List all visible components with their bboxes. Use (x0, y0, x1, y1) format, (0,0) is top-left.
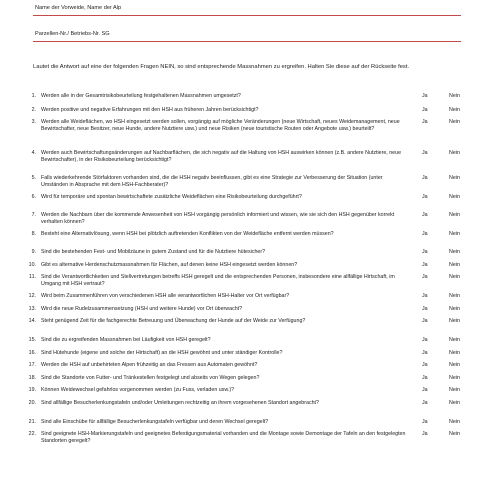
answer-no-option[interactable]: Nein (449, 349, 460, 356)
question-number: 1. (31, 93, 36, 99)
question-number: 10. (28, 261, 36, 268)
question-number: 4. (31, 150, 36, 156)
question-number: 19. (28, 387, 36, 393)
answer-no-option[interactable]: Nein (449, 119, 460, 125)
answer-yes-option[interactable]: Ja (422, 194, 428, 200)
answer-yes-option[interactable]: Ja (422, 212, 428, 218)
question-number: 2. (31, 106, 36, 113)
answer-no-option[interactable]: Nein (449, 106, 460, 113)
answer-yes-option[interactable]: Ja (422, 387, 428, 393)
question-text: Falls wiederkehrende Störfaktoren vorhanden sind, die die HSH negativ beeinflussen, gibt es eine Strategie zur Verbesserung der Situation (unter Umständen in Absprache mit dem HSH-Fachberater)? (41, 175, 383, 189)
answer-no-option[interactable]: Nein (449, 93, 460, 99)
answer-yes-option[interactable]: Ja (422, 374, 428, 381)
answer-yes-option[interactable]: Ja (422, 249, 428, 255)
question-number: 11. (29, 274, 36, 280)
question-list (22, 93, 478, 450)
question-text: Wird die neue Rudelzusammensetzung (HSH und weitere Hunde) vor Ort überwacht? (41, 305, 243, 312)
question-row (22, 350, 478, 363)
question-text: Werden auch Bewirtschaftungsänderungen auf Nachbarflächen, die sich negativ auf die Haltung von HSH auswirken können (z.B. andere Nutztiere, neue Bewirtschafter), in der Risikobeurteilung berücksichtigt? (41, 150, 402, 164)
field-alp-name-label: Name der Vorweide, Name der Alp (35, 5, 122, 11)
question-text: Sind geeignete HSH-Markierungstafeln und geeignetes Befestigungsmaterial vorhanden und die Montage sowie Demontage der Tafeln an den festgelegten Standorten geregelt? (41, 431, 406, 445)
answer-no-option[interactable]: Nein (449, 431, 460, 437)
answer-no-option[interactable]: Nein (449, 230, 460, 237)
question-text: Sind alle Einschübe für allfällige Besucherlenkungstafeln verfügbar und deren Wechsel geregelt? (41, 418, 269, 425)
answer-yes-option[interactable]: Ja (422, 399, 428, 406)
field-parcel-number-label: Parzellen-Nr./ Betriebs-Nr. SG (35, 31, 110, 37)
question-text: Werden alle Weideflächen, wo HSH eingesetzt werden sollen, vorgängig auf mögliche Veränderungen (neue Wirtschaft, neues Weidemanagement, neue Bewirtschafter, neue Besitzer, neue Hunde, andere Nutztiere usw.) und neue Risiken (neue touristische Routen oder Angebote usw.) beurteilt? (41, 119, 400, 133)
field-parcel-number[interactable] (33, 27, 461, 42)
question-row (22, 194, 478, 212)
answer-yes-option[interactable]: Ja (422, 305, 428, 312)
answer-yes-option[interactable]: Ja (422, 349, 428, 356)
question-text: Werden die Nachbarn über die kommende Anwesenheit von HSH vorgängig persönlich informiert und wissen, wie sie sich den HSH gegenüber korrekt verhalten können? (41, 212, 395, 226)
answer-yes-option[interactable]: Ja (422, 150, 428, 156)
question-number: 7. (31, 212, 36, 218)
answer-no-option[interactable]: Nein (449, 387, 460, 393)
question-row (22, 387, 478, 400)
question-number: 21. (28, 418, 36, 425)
answer-yes-option[interactable]: Ja (422, 230, 428, 237)
question-text: Wird für temporäre und spontan bewirtschaftete zusätzliche Weideflächen eine Risikobeurteilung durchgeführt? (41, 194, 302, 200)
answer-yes-option[interactable]: Ja (422, 431, 428, 437)
question-text: Werden alle in der Gesamtrisikobeurteilung festgehaltenen Massnahmen umgesetzt? (41, 93, 241, 99)
question-row (22, 375, 478, 388)
question-number: 22. (28, 431, 36, 437)
question-text: Sind die Standorte von Futter- und Tränkestellen festgelegt und abseits von Wegen gelegen? (41, 374, 260, 381)
question-number: 13. (28, 305, 36, 312)
question-number: 9. (31, 249, 36, 255)
question-row (22, 274, 478, 293)
question-number: 18. (28, 374, 36, 381)
question-row (22, 431, 478, 450)
question-row (22, 362, 478, 375)
question-row (22, 318, 478, 337)
question-row (22, 306, 478, 319)
question-text: Sind die bestehenden Fest- und Mobilzäune in gutem Zustand und für die Nutztiere hütesicher? (41, 249, 266, 255)
question-text: Sind die zu ergreifenden Massnahmen bei Läufigkeit von HSH geregelt? (41, 337, 211, 343)
question-row (22, 175, 478, 194)
question-row (22, 293, 478, 306)
answer-no-option[interactable]: Nein (449, 293, 460, 299)
question-row (22, 249, 478, 262)
answer-no-option[interactable]: Nein (449, 399, 460, 406)
question-row (22, 231, 478, 250)
question-row (22, 212, 478, 231)
question-row (22, 262, 478, 275)
answer-no-option[interactable]: Nein (449, 261, 460, 268)
answer-yes-option[interactable]: Ja (422, 318, 428, 324)
question-row (22, 119, 478, 150)
question-number: 12. (28, 293, 36, 299)
question-row (22, 150, 478, 175)
question-text: Steht genügend Zeit für die fachgerechte Betreuung und Überwachung der Hunde auf der Weide zur Verfügung? (41, 318, 306, 324)
answer-yes-option[interactable]: Ja (422, 362, 428, 368)
question-row (22, 400, 478, 419)
question-row (22, 107, 478, 120)
question-text: Werden die HSH auf unbehirteten Alpen frühzeitig an das Fressen aus Automaten gewöhnt? (41, 362, 258, 368)
answer-yes-option[interactable]: Ja (422, 261, 428, 268)
question-text: Sind die Verantwortlichkeiten und Stellvertretungen betreffs HSH geregelt und die entsprechenden Personen, insbesondere eine allfällige Hirtschaft, im Umgang mit HSH vertraut? (41, 274, 395, 288)
question-text: Werden positive und negative Erfahrungen mit den HSH aus früheren Jahren berücksichtigt? (41, 106, 259, 113)
answer-yes-option[interactable]: Ja (422, 337, 428, 343)
answer-no-option[interactable]: Nein (449, 274, 460, 280)
answer-no-option[interactable]: Nein (449, 194, 460, 200)
question-text: Sind Hütehunde (eigene und solche der Hirtschaft) an die HSH gewöhnt und unter ständiger Kontrolle? (41, 349, 283, 356)
question-row (22, 419, 478, 432)
answer-no-option[interactable]: Nein (449, 318, 460, 324)
answer-no-option[interactable]: Nein (449, 337, 460, 343)
question-number: 14. (28, 318, 36, 324)
question-number: 6. (31, 194, 36, 200)
answer-yes-option[interactable]: Ja (422, 106, 428, 113)
answer-no-option[interactable]: Nein (449, 362, 460, 368)
answer-no-option[interactable]: Nein (449, 150, 460, 156)
answer-no-option[interactable]: Nein (449, 249, 460, 255)
answer-no-option[interactable]: Nein (449, 175, 460, 181)
question-row (22, 337, 478, 350)
answer-no-option[interactable]: Nein (449, 418, 460, 425)
answer-no-option[interactable]: Nein (449, 305, 460, 312)
question-text: Können Weidewechsel gefahrlos vorgenommen werden (zu Fuss, verladen usw.)? (41, 387, 235, 393)
question-number: 3. (31, 119, 36, 125)
question-number: 8. (31, 230, 36, 237)
question-number: 16. (28, 349, 36, 356)
question-number: 15. (28, 337, 36, 343)
answer-yes-option[interactable]: Ja (422, 93, 428, 99)
answer-yes-option[interactable]: Ja (422, 274, 428, 280)
answer-yes-option[interactable]: Ja (422, 175, 428, 181)
question-text: Wird beim Zusammenführen von verschiedenen HSH alle verantwortlichen HSH-Halter vor Ort verfügbar? (41, 293, 290, 299)
intro-text: Lautet die Antwort auf eine der folgenden Fragen NEIN, so sind entsprechende Massnahmen zu ergreifen. Halten Sie diese auf der Rückseite fest. (33, 64, 410, 70)
question-number: 5. (31, 175, 36, 181)
field-alp-name[interactable] (33, 1, 461, 16)
question-row (22, 93, 478, 107)
answer-yes-option[interactable]: Ja (422, 418, 428, 425)
answer-no-option[interactable]: Nein (449, 212, 460, 218)
question-number: 20. (28, 399, 36, 406)
question-text: Besteht eine Alternativlösung, wenn HSH bei plötzlich auftretenden Konflikten von der Weidefläche entfernt werden müssen? (41, 230, 334, 237)
answer-yes-option[interactable]: Ja (422, 119, 428, 125)
answer-yes-option[interactable]: Ja (422, 293, 428, 299)
question-text: Gibt es alternative Herdenschutzmassnahmen für Flächen, auf denen keine HSH eingesetzt werden können? (41, 261, 298, 268)
question-number: 17. (28, 362, 36, 368)
question-text: Sind allfällige Besucherlenkungstafeln und/oder Umleitungen rechtzeitig an ihrem vorgesehenen Standort angebracht? (41, 399, 319, 406)
answer-no-option[interactable]: Nein (449, 374, 460, 381)
